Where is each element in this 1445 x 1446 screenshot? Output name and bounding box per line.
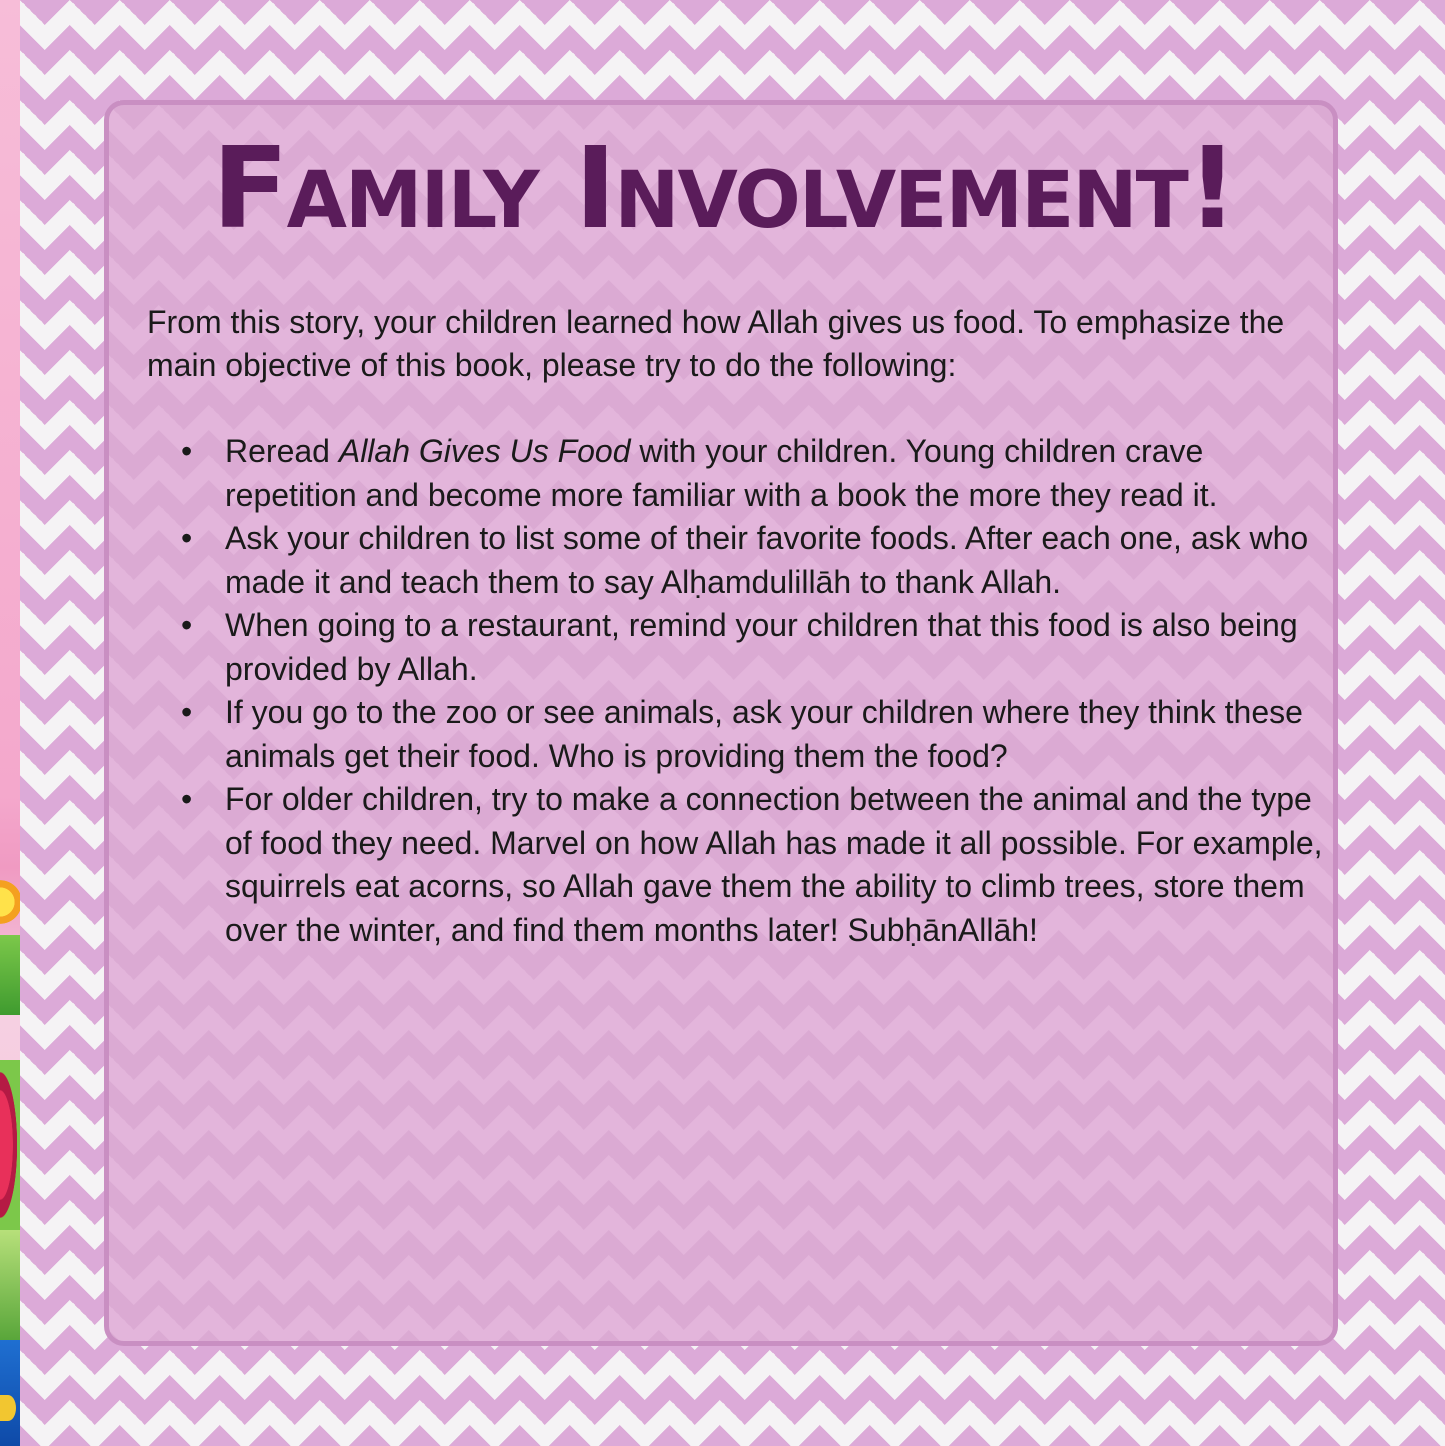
bullet-icon: • xyxy=(181,694,193,730)
bullet-icon: • xyxy=(181,520,193,556)
list-item xyxy=(181,430,1325,517)
tips-list xyxy=(181,430,1325,952)
adjacent-page-illustration xyxy=(0,0,20,1446)
flower-illustration xyxy=(0,872,20,932)
bullet-icon: • xyxy=(181,781,193,817)
content-panel xyxy=(104,100,1338,1346)
leaf-illustration xyxy=(0,1230,20,1340)
bullet-icon: • xyxy=(181,607,193,643)
book-title: Allah Gives Us Food xyxy=(338,433,631,469)
item-text: with your children. Young children crave repetition and become more familiar with a book the more they read it. xyxy=(225,433,1218,513)
item-text: Reread xyxy=(225,433,339,469)
flower-illustration xyxy=(0,1060,20,1230)
item-text: If you go to the zoo or see animals, ask your children where they think these animals get their food. Who is providing them the food? xyxy=(225,694,1303,774)
item-text: Ask your children to list some of their favorite foods. After each one, ask who made it and teach them to say Alḥamdulillāh to thank Allah. xyxy=(225,520,1309,600)
water-illustration xyxy=(0,1340,20,1446)
intro-paragraph: From this story, your children learned how Allah gives us food. To emphasize the main objective of this book, please try to do the following: xyxy=(147,304,1285,383)
list-item xyxy=(181,691,1325,778)
bullet-icon: • xyxy=(181,433,193,469)
leaf-illustration xyxy=(0,935,20,1015)
page-title: Family Involvement! xyxy=(212,124,1236,254)
list-item xyxy=(181,604,1325,691)
item-text: When going to a restaurant, remind your children that this food is also being provided by Allah. xyxy=(225,607,1298,687)
list-item xyxy=(181,778,1325,952)
item-text: For older children, try to make a connection between the animal and the type of food they need. Marvel on how Allah has made it all possible. For example, squirrels eat acorns, so Allah gave them the ability to climb trees, store them over the winter, and find them months later! SubḥānAllāh! xyxy=(225,781,1323,948)
fish-illustration xyxy=(0,1395,16,1421)
list-item xyxy=(181,517,1325,604)
